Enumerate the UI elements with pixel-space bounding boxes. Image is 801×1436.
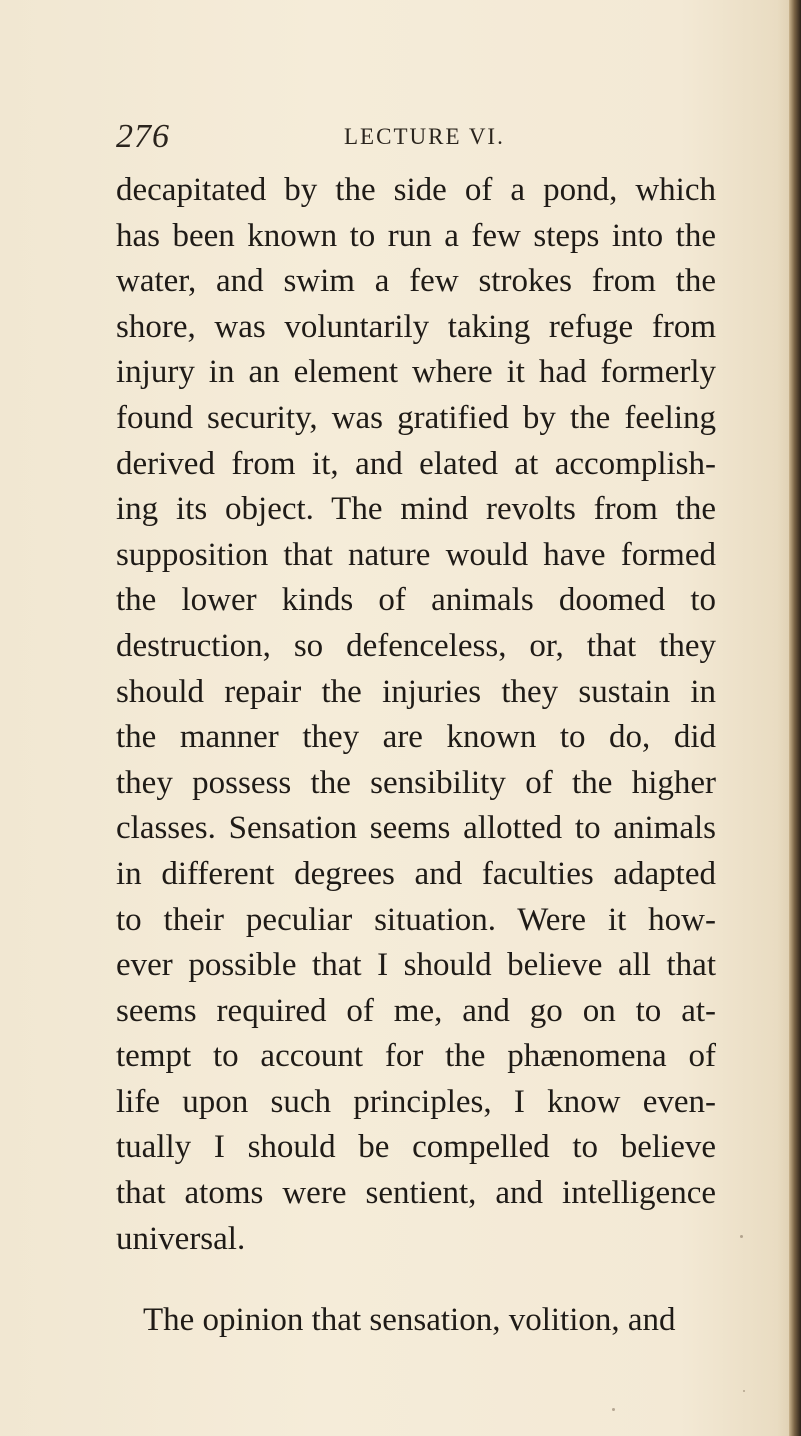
text-line: decapitated by the side of a pond, which [116,172,716,208]
text-line: ever possible that I should believe all that [116,947,716,984]
text-line: life upon such principles, I know even- [116,1083,716,1120]
text-line: to their peculiar situation. Were it how- [116,901,716,938]
text-line: universal. [116,1220,246,1257]
text-line: destruction, so defenceless, or, that they [116,627,716,664]
paper-speck [612,1408,615,1411]
text-line: in different degrees and faculties adapted [116,855,716,892]
text-line: injury in an element where it had formerly [116,354,716,391]
running-head [116,118,716,158]
paper-speck [740,1235,743,1238]
page-edge-shadow [789,0,801,1436]
text-line: the lower kinds of animals doomed to [116,582,716,619]
paper-speck [743,1390,745,1392]
text-line: The opinion that sensation, volition, and [143,1302,676,1339]
text-line: tempt to account for the phænomena of [116,1038,716,1075]
page-number: 276 [116,118,170,155]
text-line: derived from it, and elated at accomplish- [116,445,716,482]
text-line: should repair the injuries they sustain in [116,673,716,710]
paragraph-break [116,1262,716,1298]
text-line: classes. Sensation seems allotted to animals [116,810,716,847]
text-line: they possess the sensibility of the higher [116,764,716,801]
running-title: LECTURE VI. [344,124,505,149]
text-line: that atoms were sentient, and intelligence [116,1175,716,1212]
text-line: has been known to run a few steps into the [116,217,716,254]
text-line: seems required of me, and go on to at- [116,992,716,1029]
body-text [116,168,716,1344]
text-line: the manner they are known to do, did [116,719,716,756]
text-line: tually I should be compelled to believe [116,1129,716,1166]
text-line: ing its object. The mind revolts from the [116,491,716,528]
text-line: supposition that nature would have formed [116,536,716,573]
text-line: water, and swim a few strokes from the [116,263,716,300]
text-line: shore, was voluntarily taking refuge from [116,308,716,345]
text-line: found security, was gratified by the feeling [116,399,716,436]
